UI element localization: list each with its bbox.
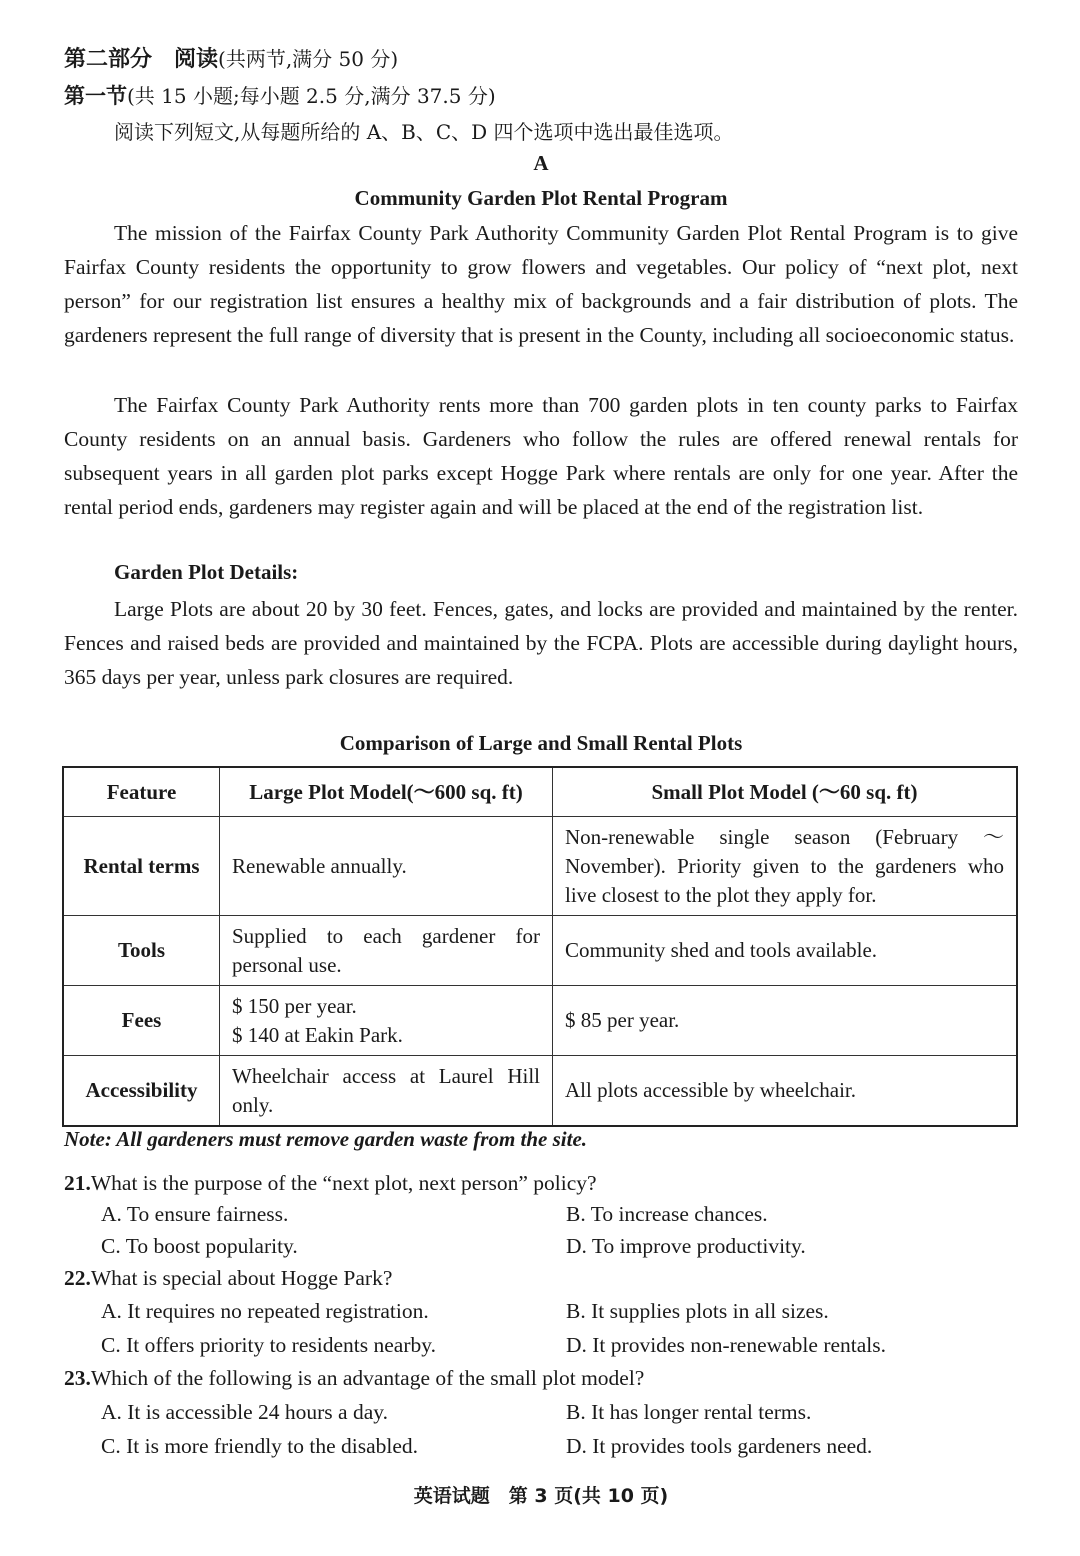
passage-letter: A <box>533 151 549 175</box>
option-b[interactable]: B. To increase chances. <box>566 1202 768 1226</box>
feature-cell: Tools <box>63 916 220 986</box>
question-stem: What is special about Hogge Park? <box>90 1266 393 1290</box>
feature-cell: Rental terms <box>63 817 220 916</box>
option-c[interactable]: C. It is more friendly to the disabled. <box>101 1434 419 1458</box>
part-heading <box>64 42 398 73</box>
option-b[interactable]: B. It has longer rental terms. <box>566 1400 812 1424</box>
question-22 <box>64 1266 392 1291</box>
large-plot-cell: Renewable annually. <box>220 817 553 916</box>
section-heading <box>64 80 496 110</box>
table-row <box>63 1056 1017 1127</box>
question-number: 22. <box>64 1266 91 1290</box>
section-note: (共 15 小题;每小题 2.5 分,满分 37.5 分) <box>127 84 496 108</box>
option-d[interactable]: D. To improve productivity. <box>566 1234 806 1258</box>
option-b[interactable]: B. It supplies plots in all sizes. <box>566 1299 829 1323</box>
small-plot-cell: Community shed and tools available. <box>553 916 1018 986</box>
paragraph-details: Large Plots are about 20 by 30 feet. Fences, gates, and locks are provided and maintained by the renter. Fences and raised beds are provided and maintained by the FCPA. Plots are accessible during daylight hours, 365 days per year, unless park closures are required. <box>64 597 1018 689</box>
table-caption: Comparison of Large and Small Rental Plots <box>339 731 743 755</box>
small-plot-cell: $ 85 per year. <box>553 986 1018 1056</box>
table-row <box>63 817 1017 916</box>
table-note: Note: All gardeners must remove garden waste from the site. <box>64 1127 588 1151</box>
table-header-row <box>63 767 1017 817</box>
details-subheading: Garden Plot Details: <box>114 560 299 584</box>
table-row <box>63 916 1017 986</box>
part-title: 第二部分 阅读 <box>64 47 219 72</box>
question-stem: Which of the following is an advantage of the small plot model? <box>90 1366 645 1390</box>
passage-title: Community Garden Plot Rental Program <box>354 186 728 210</box>
small-plot-cell: All plots accessible by wheelchair. <box>553 1056 1018 1127</box>
option-a[interactable]: A. To ensure fairness. <box>101 1202 289 1226</box>
page-footer: 英语试题 第 3 页(共 10 页) <box>413 1485 669 1507</box>
section-title: 第一节 <box>64 84 127 108</box>
large-plot-cell <box>220 986 553 1056</box>
option-a[interactable]: A. It is accessible 24 hours a day. <box>101 1400 388 1424</box>
fee-line: $ 140 at Eakin Park. <box>232 1022 403 1047</box>
question-number: 23. <box>64 1366 91 1390</box>
instruction: 阅读下列短文,从每题所给的 A、B、C、D 四个选项中选出最佳选项。 <box>114 120 734 144</box>
feature-cell: Accessibility <box>63 1056 220 1127</box>
question-21 <box>64 1171 597 1196</box>
option-c[interactable]: C. To boost popularity. <box>101 1234 298 1258</box>
part-note: (共两节,满分 50 分) <box>218 47 399 71</box>
small-plot-cell: Non-renewable single season (February ～ November). Priority given to the gardeners who live closest to the plot they apply for. <box>553 817 1018 916</box>
question-stem: What is the purpose of the “next plot, next person” policy? <box>90 1171 597 1195</box>
comparison-table <box>62 766 1018 1127</box>
option-d[interactable]: D. It provides non-renewable rentals. <box>566 1333 887 1357</box>
header-large-plot: Large Plot Model(～600 sq. ft) <box>220 767 553 817</box>
question-23 <box>64 1366 644 1391</box>
header-feature: Feature <box>63 767 220 817</box>
large-plot-cell: Wheelchair access at Laurel Hill only. <box>220 1056 553 1127</box>
feature-cell: Fees <box>63 986 220 1056</box>
fee-line: $ 150 per year. <box>232 993 357 1018</box>
large-plot-cell: Supplied to each gardener for personal use. <box>220 916 553 986</box>
question-number: 21. <box>64 1171 91 1195</box>
header-small-plot: Small Plot Model (～60 sq. ft) <box>553 767 1018 817</box>
option-a[interactable]: A. It requires no repeated registration. <box>101 1299 429 1323</box>
table-row <box>63 986 1017 1056</box>
option-c[interactable]: C. It offers priority to residents nearby. <box>101 1333 436 1357</box>
paragraph-rentals: The Fairfax County Park Authority rents more than 700 garden plots in ten county parks to Fairfax County residents on an annual basis. Gardeners who follow the rules are offered renewal rentals for subsequent years in all garden plot parks except Hogge Park where rentals are only for one year. After the rental period ends, gardeners may register again and will be placed at the end of the registration list. <box>64 393 1018 519</box>
paragraph-mission: The mission of the Fairfax County Park Authority Community Garden Plot Rental Program is to give Fairfax County residents the opportunity to grow flowers and vegetables. Our policy of “next plot, next person” for our registration list ensures a healthy mix of backgrounds and a fair distribution of plots. The gardeners represent the full range of diversity that is present in the County, including all socioeconomic status. <box>64 221 1018 347</box>
option-d[interactable]: D. It provides tools gardeners need. <box>566 1434 873 1458</box>
